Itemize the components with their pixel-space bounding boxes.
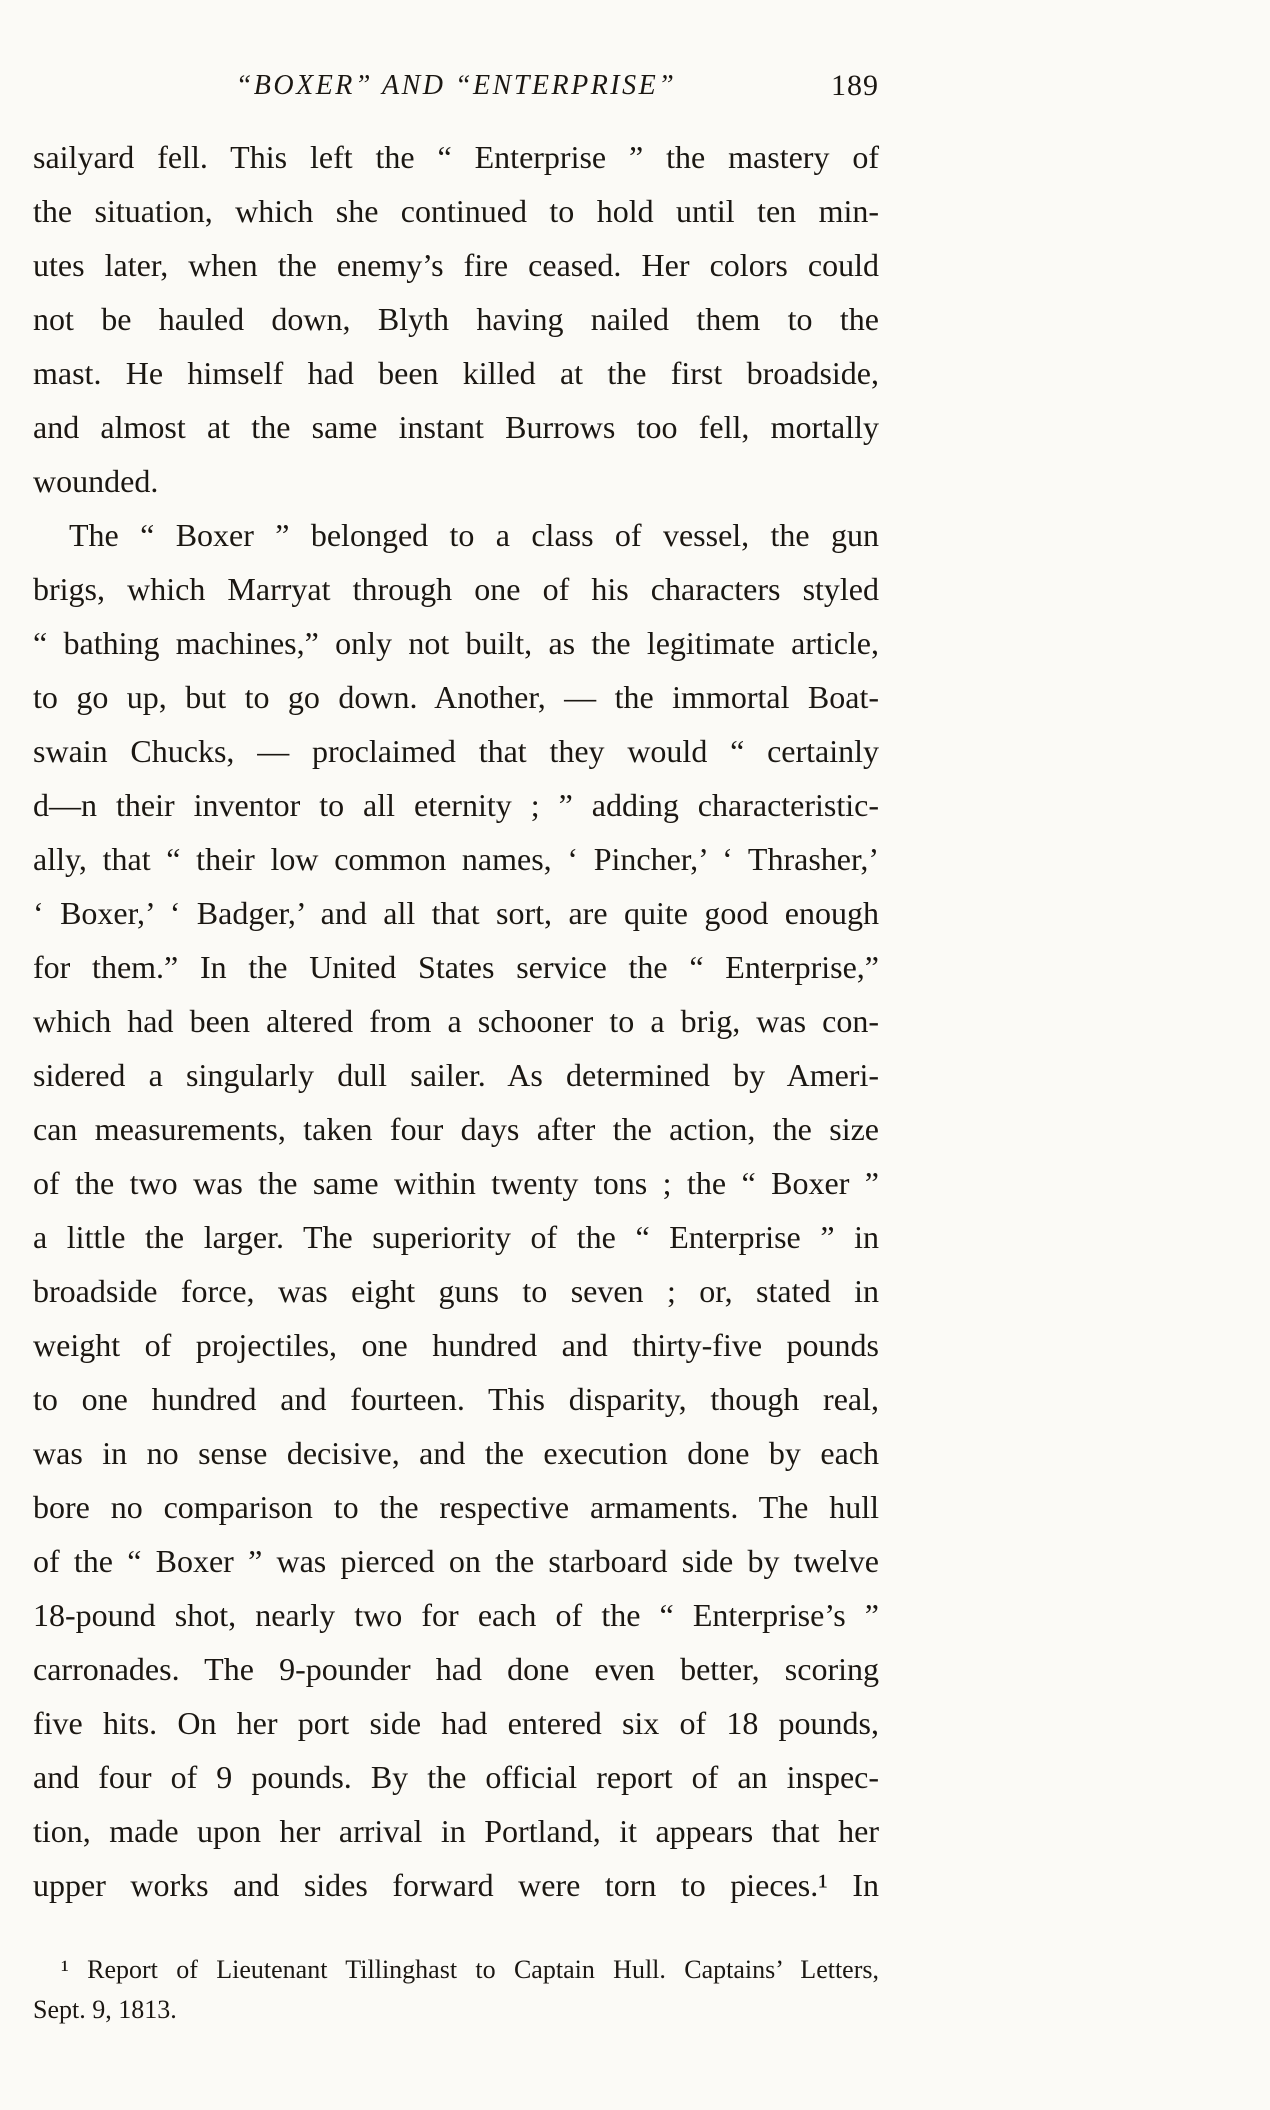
text-line: swain Chucks, — proclaimed that they would “ certainly — [33, 733, 879, 769]
text-line: of the “ Boxer ” was pierced on the starboard side by twelve — [33, 1543, 879, 1579]
text-line: for them.” In the United States service the “ Enterprise,” — [33, 949, 879, 985]
text-line: broadside force, was eight guns to seven ; or, stated in — [33, 1273, 879, 1309]
text-line: brigs, which Marryat through one of his characters styled — [33, 571, 879, 607]
text-line: wounded. — [33, 463, 159, 499]
text-line: five hits. On her port side had entered six of 18 pounds, — [33, 1705, 879, 1741]
page-number: 189 — [831, 69, 879, 102]
text-line: ally, that “ their low common names, ‘ Pincher,’ ‘ Thrasher,’ — [33, 841, 879, 877]
text-line: to go up, but to go down. Another, — the immortal Boat- — [33, 679, 879, 715]
text-line: utes later, when the enemy’s fire ceased. Her colors could — [33, 247, 879, 283]
text-line: of the two was the same within twenty tons ; the “ Boxer ” — [33, 1165, 879, 1201]
text-line: mast. He himself had been killed at the first broadside, — [33, 355, 879, 391]
text-line: which had been altered from a schooner to a brig, was con- — [33, 1003, 879, 1039]
text-line: ¹ Report of Lieutenant Tillinghast to Captain Hull. Captains’ Letters, — [61, 1955, 879, 1984]
text-line: to one hundred and fourteen. This disparity, though real, — [33, 1381, 879, 1417]
text-line: sailyard fell. This left the “ Enterprise ” the mastery of — [33, 139, 879, 175]
running-title: “BOXER” AND “ENTERPRISE” — [235, 70, 677, 101]
text-line: ‘ Boxer,’ ‘ Badger,’ and all that sort, are quite good enough — [33, 895, 879, 931]
text-line: weight of projectiles, one hundred and thirty-five pounds — [33, 1327, 879, 1363]
body-text — [33, 130, 879, 1912]
paragraph — [33, 130, 879, 508]
text-line: can measurements, taken four days after the action, the size — [33, 1111, 879, 1147]
text-line: was in no sense decisive, and the execution done by each — [33, 1435, 879, 1471]
text-line: bore no comparison to the respective armaments. The hull — [33, 1489, 879, 1525]
text-line: a little the larger. The superiority of the “ Enterprise ” in — [33, 1219, 879, 1255]
text-block — [33, 64, 879, 2030]
text-line: tion, made upon her arrival in Portland, it appears that her — [33, 1813, 879, 1849]
text-line: and almost at the same instant Burrows too fell, mortally — [33, 409, 879, 445]
text-line: the situation, which she continued to hold until ten min- — [33, 193, 879, 229]
text-line: 18-pound shot, nearly two for each of the “ Enterprise’s ” — [33, 1597, 879, 1633]
text-line: carronades. The 9-pounder had done even better, scoring — [33, 1651, 879, 1687]
text-line: The “ Boxer ” belonged to a class of vessel, the gun — [69, 517, 879, 553]
text-line: Sept. 9, 1813. — [33, 1995, 177, 2024]
text-line: sidered a singularly dull sailer. As determined by Ameri- — [33, 1057, 879, 1093]
text-line: d—n their inventor to all eternity ; ” adding characteristic- — [33, 787, 879, 823]
paragraph — [33, 508, 879, 1912]
text-line: upper works and sides forward were torn to pieces.¹ In — [33, 1867, 879, 1903]
text-line: not be hauled down, Blyth having nailed them to the — [33, 301, 879, 337]
footnote — [33, 1950, 879, 2030]
page-header — [33, 64, 879, 108]
text-line: “ bathing machines,” only not built, as the legitimate article, — [33, 625, 879, 661]
text-line: and four of 9 pounds. By the official report of an inspec- — [33, 1759, 879, 1795]
